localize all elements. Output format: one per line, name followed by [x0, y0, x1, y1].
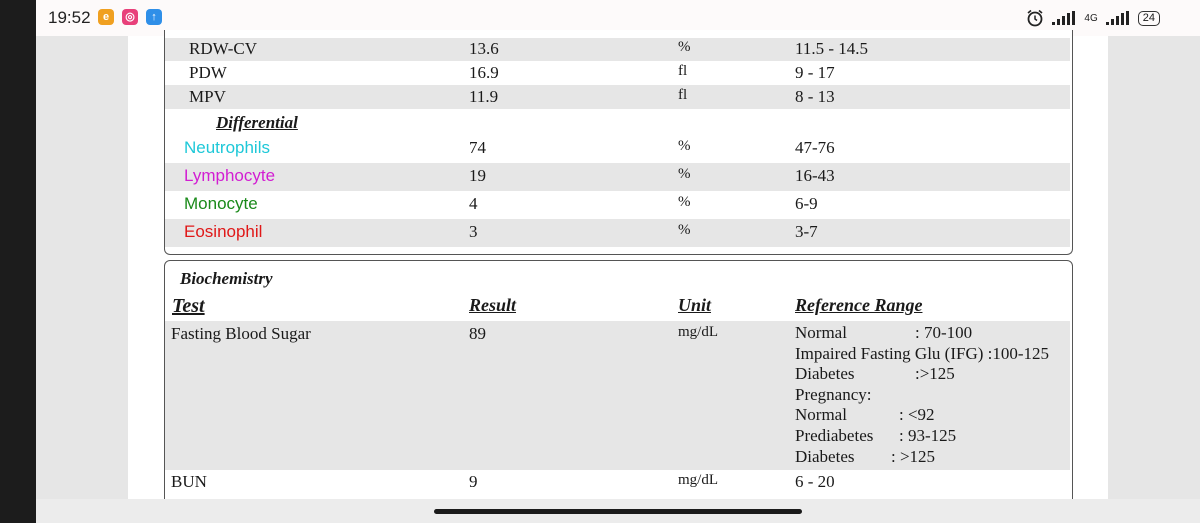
test-result: 74: [469, 138, 486, 157]
test-name: BUN: [171, 472, 207, 491]
neutrophils-label: Neutrophils: [184, 138, 270, 157]
test-name: PDW: [189, 63, 227, 82]
test-unit: %: [678, 166, 691, 182]
test-result: 16.9: [469, 63, 499, 82]
test-result: 19: [469, 166, 486, 185]
test-range: 3-7: [795, 222, 818, 241]
fbs-reference-range: [795, 323, 1049, 467]
ref-label: Normal: [795, 405, 847, 425]
test-unit: %: [678, 138, 691, 154]
alarm-icon: [1026, 9, 1044, 27]
test-result: 4: [469, 194, 478, 213]
differential-heading: Differential: [216, 113, 298, 132]
table-row: [165, 470, 1070, 496]
test-result: 9: [469, 472, 478, 491]
test-range: 47-76: [795, 138, 835, 157]
test-unit: fl: [678, 87, 688, 103]
test-range: 9 - 17: [795, 63, 835, 82]
ref-value: :>125: [915, 364, 955, 384]
ref-label: Prediabetes: [795, 425, 874, 445]
ref-value: : 93-125: [899, 425, 957, 445]
monocyte-label: Monocyte: [184, 194, 258, 213]
table-row: [165, 163, 1070, 191]
test-range: 8 - 13: [795, 87, 835, 106]
signal-icon: [1052, 11, 1076, 25]
battery-icon: 24: [1138, 11, 1160, 26]
home-indicator[interactable]: [434, 509, 802, 514]
test-range: 11.5 - 14.5: [795, 39, 869, 58]
table-row: [165, 85, 1070, 109]
header-reference-range: Reference Range: [795, 295, 923, 315]
test-result: 3: [469, 222, 478, 241]
left-margin: [0, 0, 36, 523]
lymphocyte-label: Lymphocyte: [184, 166, 276, 185]
ref-label: Normal: [795, 323, 847, 342]
test-unit: mg/dL: [678, 324, 718, 340]
ref-value: : <92: [899, 405, 935, 425]
test-range: 16-43: [795, 166, 835, 185]
table-row: [165, 135, 1070, 163]
ref-line: [795, 447, 1049, 468]
instagram-icon: ◎: [122, 9, 138, 25]
ref-value: :100-125: [987, 343, 1050, 363]
test-unit: %: [678, 222, 691, 238]
test-result: 11.9: [469, 87, 499, 106]
ref-value: : >125: [891, 446, 936, 466]
network-type: 4G: [1084, 12, 1098, 24]
test-unit: %: [678, 39, 691, 55]
ref-line: [795, 405, 1049, 426]
ref-label: Impaired Fasting Glu (IFG): [795, 343, 984, 363]
test-unit: mg/dL: [678, 472, 718, 488]
test-unit: fl: [678, 63, 688, 79]
ref-label: Diabetes: [795, 446, 855, 466]
eosinophil-label: Eosinophil: [184, 222, 263, 241]
ref-label: Pregnancy:: [795, 384, 872, 404]
test-range: 6 - 20: [795, 472, 835, 491]
test-result: 13.6: [469, 39, 499, 58]
ref-line: [795, 323, 1049, 344]
ref-line: [795, 426, 1049, 447]
test-result: 89: [469, 324, 486, 343]
table-row: [165, 38, 1070, 61]
ref-value: : 70-100: [915, 323, 973, 342]
status-time: 19:52: [48, 8, 91, 27]
test-range: 6-9: [795, 194, 818, 213]
test-name: Fasting Blood Sugar: [171, 324, 311, 343]
ref-line: [795, 344, 1049, 365]
ref-line: [795, 385, 1049, 406]
header-unit: Unit: [678, 295, 712, 315]
test-unit: %: [678, 194, 691, 210]
test-name: RDW-CV: [189, 39, 257, 58]
ref-line: [795, 364, 1049, 385]
table-row: [165, 219, 1070, 247]
signal-icon-2: [1106, 11, 1130, 25]
header-test: Test: [172, 295, 205, 317]
table-row: [165, 191, 1070, 219]
browser-app-icon: e: [98, 9, 114, 25]
section-title: Biochemistry: [180, 269, 273, 288]
header-result: Result: [469, 295, 517, 315]
upload-arrow-icon: ↑: [146, 9, 162, 25]
ref-label: Diabetes: [795, 364, 855, 384]
test-name: MPV: [189, 87, 226, 106]
table-row: [165, 61, 1070, 85]
